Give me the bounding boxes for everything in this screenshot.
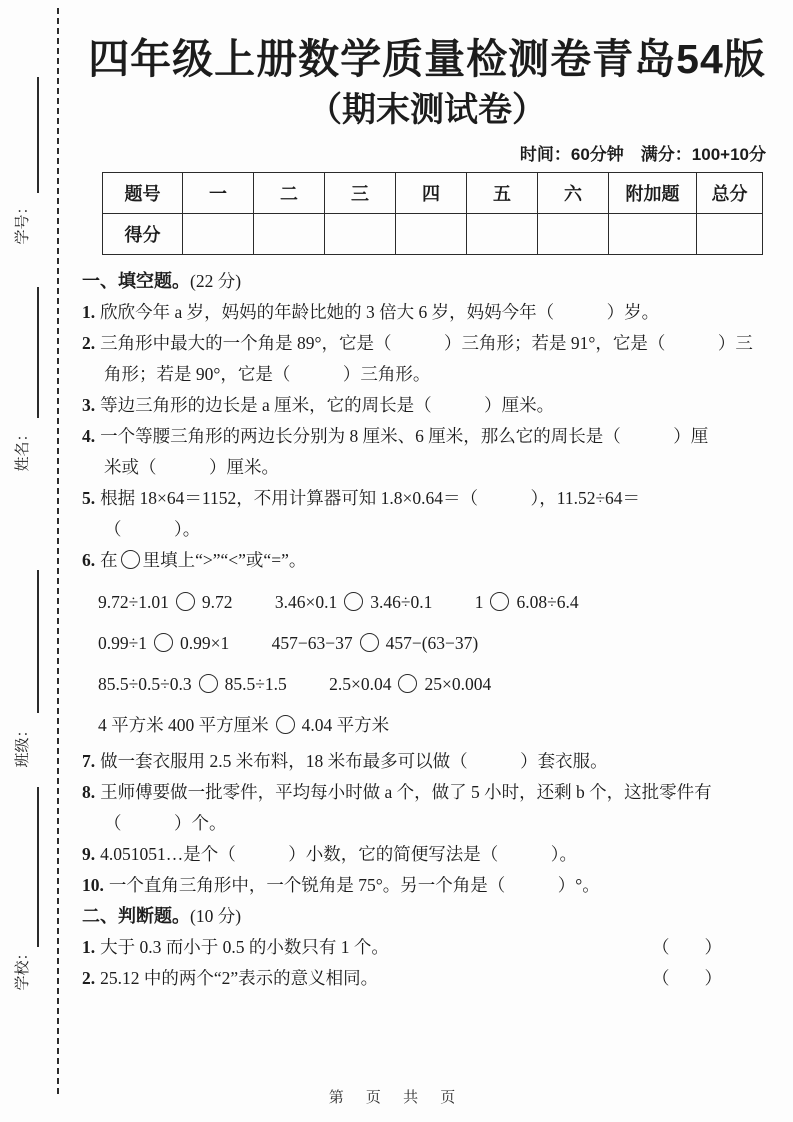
left-expression: 85.5÷0.5÷0.3 <box>98 673 192 694</box>
score-table <box>102 172 763 255</box>
page-subtitle: （期末测试卷） <box>308 91 546 130</box>
score-blank-cell <box>325 213 396 254</box>
score-table-cell: 三 <box>325 172 396 213</box>
question-text: 欣欣今年 a 岁，妈妈的年龄比她的 3 倍大 6 岁，妈妈今年（ ）岁。 <box>100 301 660 322</box>
question-5 <box>82 483 772 514</box>
question-text: 在 <box>100 549 118 570</box>
question-number: 2. <box>82 967 96 988</box>
questions-body <box>82 266 772 994</box>
question-9 <box>82 839 772 870</box>
compare-circle-icon <box>176 592 195 611</box>
left-expression: 3.46×0.1 <box>274 591 338 612</box>
question-text: 等边三角形的边长是 a 厘米，它的周长是（ ）厘米。 <box>100 394 555 415</box>
score-table-cell: 五 <box>467 172 538 213</box>
question-number: 3. <box>82 394 96 415</box>
question-number: 7. <box>82 750 96 771</box>
judge-text-wrap <box>82 963 378 994</box>
school-label: 学校： <box>14 945 31 991</box>
right-expression: 0.99×1 <box>179 632 230 653</box>
question-text: 里填上“>”“<”或“=”。 <box>142 549 307 570</box>
question-text: 米或（ ）厘米。 <box>104 456 279 477</box>
score-table-cell: 题号 <box>103 172 183 213</box>
student-number-label: 学号： <box>14 199 31 245</box>
question-text: 4.051051…是个（ ）小数，它的简便写法是（ ）。 <box>100 843 577 864</box>
question-number: 5. <box>82 487 96 508</box>
judge-answer-blank: （ ） <box>652 967 722 988</box>
left-expression: 2.5×0.04 <box>329 673 392 694</box>
question-2 <box>82 328 772 359</box>
student-number-write-line <box>37 77 39 193</box>
page-footer: 第 页 共 页 <box>328 1089 465 1106</box>
section1-title: 一、填空题。 <box>82 270 190 291</box>
comparison-pair <box>98 592 232 612</box>
question-8 <box>82 777 772 808</box>
score-blank-cell <box>396 213 467 254</box>
question-number: 2. <box>82 332 96 353</box>
score-blank-cell <box>254 213 325 254</box>
question-number: 8. <box>82 781 96 802</box>
comparison-row <box>82 705 772 746</box>
section2-points: (10 分) <box>190 905 242 926</box>
question-text: （ ）。 <box>104 518 201 539</box>
score-blank-cell <box>697 213 763 254</box>
left-expression: 0.99÷1 <box>98 632 147 653</box>
score-table-header-row <box>103 172 763 213</box>
section2-header <box>82 901 772 932</box>
judge-question-2 <box>82 963 772 994</box>
score-blank-cell <box>538 213 609 254</box>
question-2-continued <box>82 359 772 390</box>
class-write-line <box>37 570 39 713</box>
right-expression: 25×0.004 <box>424 673 492 694</box>
compare-circle-icon <box>121 550 140 569</box>
question-10 <box>82 870 772 901</box>
right-expression: 3.46÷0.1 <box>370 591 433 612</box>
left-expression: 1 <box>474 591 484 612</box>
question-text: 王师傅要做一批零件，平均每小时做 a 个，做了 5 小时，还剩 b 个，这批零件有 <box>100 781 712 802</box>
judge-text-wrap <box>82 932 389 963</box>
question-6-prompt <box>82 545 772 576</box>
judge-answer-blank: （ ） <box>652 936 722 957</box>
score-blank-cell <box>609 213 697 254</box>
question-8-continued <box>82 808 772 839</box>
question-text: （ ）个。 <box>104 812 227 833</box>
question-text: 25.12 中的两个“2”表示的意义相同。 <box>100 967 379 988</box>
left-expression: 9.72÷1.01 <box>98 591 169 612</box>
question-4-continued <box>82 452 772 483</box>
comparison-pair <box>272 633 479 653</box>
comparison-row <box>82 664 772 705</box>
compare-circle-icon <box>360 633 379 652</box>
score-table-cell: 四 <box>396 172 467 213</box>
seal-dashed-line <box>57 8 59 1094</box>
question-number: 1. <box>82 936 96 957</box>
left-expression: 4 平方米 400 平方厘米 <box>98 714 269 735</box>
right-expression: 9.72 <box>201 591 233 612</box>
question-text: 一个等腰三角形的两边长分别为 8 厘米、6 厘米，那么它的周长是（ ）厘 <box>100 425 709 446</box>
comparison-pair <box>475 592 579 612</box>
compare-circle-icon <box>199 674 218 693</box>
question-text: 三角形中最大的一个角是 89°，它是（ ）三角形；若是 91°，它是（ ）三 <box>100 332 753 353</box>
section1-header <box>82 266 772 297</box>
question-number: 1. <box>82 301 96 322</box>
page-title: 四年级上册数学质量检测卷青岛54版 <box>88 36 766 82</box>
compare-circle-icon <box>490 592 509 611</box>
judge-question-1 <box>82 932 772 963</box>
name-label: 姓名： <box>14 426 31 472</box>
score-table-cell: 二 <box>254 172 325 213</box>
question-7 <box>82 746 772 777</box>
compare-circle-icon <box>276 715 295 734</box>
question-4 <box>82 421 772 452</box>
comparison-pair <box>98 674 287 694</box>
right-expression: 85.5÷1.5 <box>224 673 287 694</box>
compare-circle-icon <box>154 633 173 652</box>
question-number: 4. <box>82 425 96 446</box>
section1-points: (22 分) <box>190 270 242 291</box>
question-text: 大于 0.3 而小于 0.5 的小数只有 1 个。 <box>100 936 389 957</box>
question-1 <box>82 297 772 328</box>
question-number: 9. <box>82 843 96 864</box>
question-6-comparisons <box>82 582 772 746</box>
comparison-pair <box>275 592 432 612</box>
score-blank-cell <box>183 213 254 254</box>
score-table-cell: 总分 <box>697 172 763 213</box>
question-text: 根据 18×64＝1152，不用计算器可知 1.8×0.64＝（ ），11.52÷64＝ <box>100 487 641 508</box>
class-label: 班级： <box>14 722 31 768</box>
question-number: 10. <box>82 874 104 895</box>
question-number: 6. <box>82 549 96 570</box>
right-expression: 4.04 平方米 <box>301 714 390 735</box>
compare-circle-icon <box>398 674 417 693</box>
question-5-continued <box>82 514 772 545</box>
score-table-score-row <box>103 213 763 254</box>
section2-title: 二、判断题。 <box>82 905 190 926</box>
school-write-line <box>37 787 39 947</box>
score-table-cell: 一 <box>183 172 254 213</box>
question-text: 做一套衣服用 2.5 米布料，18 米布最多可以做（ ）套衣服。 <box>100 750 608 771</box>
score-blank-cell <box>467 213 538 254</box>
score-row-label: 得分 <box>103 213 183 254</box>
left-expression: 457−63−37 <box>271 632 353 653</box>
comparison-pair <box>329 674 491 694</box>
score-table-cell: 六 <box>538 172 609 213</box>
question-3 <box>82 390 772 421</box>
comparison-row <box>82 582 772 623</box>
comparison-pair <box>98 715 389 735</box>
compare-circle-icon <box>344 592 363 611</box>
name-write-line <box>37 287 39 418</box>
score-table-cell: 附加题 <box>609 172 697 213</box>
question-text: 一个直角三角形中，一个锐角是 75°。另一个角是（ ）°。 <box>108 874 600 895</box>
right-expression: 457−(63−37) <box>385 632 479 653</box>
right-expression: 6.08÷6.4 <box>516 591 579 612</box>
question-text: 角形；若是 90°，它是（ ）三角形。 <box>104 363 431 384</box>
comparison-row <box>82 623 772 664</box>
main-content <box>82 0 772 994</box>
time-score-info: 时间：60分钟 满分：100+10分 <box>519 144 766 164</box>
comparison-pair <box>98 633 229 653</box>
